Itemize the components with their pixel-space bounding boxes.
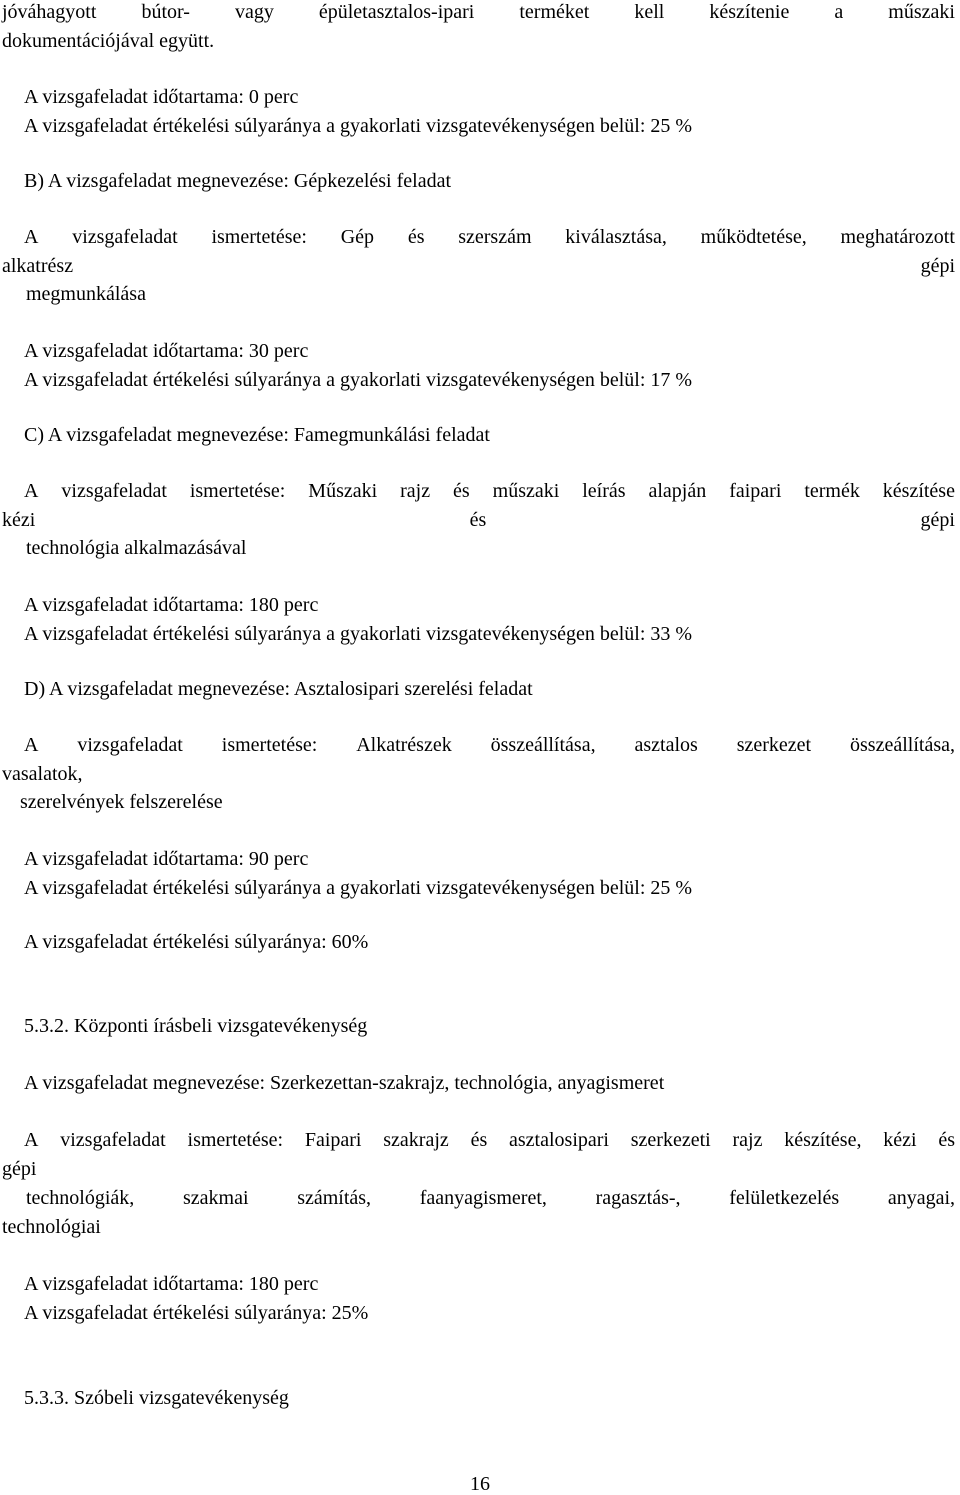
task-a-weight: A vizsgafeladat értékelési súlyaránya a gyakorlati vizsgatevékenységen belül: 25 %: [24, 115, 693, 137]
word: működtetése,: [700, 226, 807, 248]
word: alapján: [648, 480, 707, 502]
word: kell: [634, 1, 665, 23]
word: Műszaki: [308, 480, 378, 502]
word: és: [470, 1129, 488, 1151]
word: gépi: [920, 255, 955, 277]
task-b-duration: A vizsgafeladat időtartama: 30 perc: [24, 340, 309, 362]
word: A: [24, 480, 39, 502]
word: és: [469, 509, 487, 531]
task-d-desc-line-2: vasalatok,: [2, 763, 83, 785]
word: gépi: [920, 509, 955, 531]
word: szakmai: [182, 1187, 249, 1209]
word: ismertetése:: [189, 480, 286, 502]
word: asztalosipari: [509, 1129, 609, 1151]
word: szerkezeti: [630, 1129, 711, 1151]
word: ragasztás-,: [595, 1187, 681, 1209]
overall-weight: A vizsgafeladat értékelési súlyaránya: 60%: [24, 931, 369, 953]
word: alkatrész: [2, 255, 74, 277]
task-c-duration: A vizsgafeladat időtartama: 180 perc: [24, 594, 319, 616]
section-532-desc-line-4: technológiai: [2, 1216, 101, 1238]
word: A: [24, 734, 39, 756]
task-b-desc-line-1: [24, 227, 955, 249]
word: anyagai,: [887, 1187, 955, 1209]
word: leírás: [582, 480, 626, 502]
word: felületkezelés: [729, 1187, 840, 1209]
word: vizsgafeladat: [60, 1129, 166, 1151]
task-a-duration: A vizsgafeladat időtartama: 0 perc: [24, 86, 299, 108]
word: készítése: [882, 480, 955, 502]
word: Gép: [340, 226, 375, 248]
task-c-desc-line-2: [2, 510, 955, 532]
task-b-desc-line-3: megmunkálása: [26, 283, 146, 305]
task-b-desc-line-2: [2, 256, 955, 278]
word: ismertetése:: [211, 226, 307, 248]
word: faanyagismeret,: [419, 1187, 547, 1209]
word: vizsgafeladat: [61, 480, 167, 502]
section-532-desc-line-2: gépi: [2, 1158, 37, 1180]
section-532-heading: 5.3.2. Központi írásbeli vizsgatevékenység: [24, 1015, 368, 1037]
task-c-weight: A vizsgafeladat értékelési súlyaránya a gyakorlati vizsgatevékenységen belül: 33 %: [24, 623, 693, 645]
word: Faipari: [304, 1129, 362, 1151]
word: kézi: [2, 509, 36, 531]
word: A: [24, 1129, 39, 1151]
word: terméket: [519, 1, 590, 23]
word: rajz: [400, 480, 431, 502]
task-d-desc-line-3: szerelvények felszerelése: [20, 791, 223, 813]
word: szerkezet: [736, 734, 812, 756]
word: meghatározott: [840, 226, 955, 248]
task-d-desc-line-1: [24, 735, 955, 757]
word: készítenie: [709, 1, 790, 23]
word: A: [24, 226, 39, 248]
word: és: [938, 1129, 955, 1151]
word: és: [407, 226, 425, 248]
word: technológiák,: [26, 1187, 135, 1209]
word: szakrajz: [383, 1129, 449, 1151]
word: ismertetése:: [221, 734, 318, 756]
word: összeállítása,: [490, 734, 596, 756]
word: összeállítása,: [850, 734, 955, 756]
word: termék: [804, 480, 860, 502]
task-c-desc-line-1: [24, 481, 955, 503]
task-d-weight: A vizsgafeladat értékelési súlyaránya a gyakorlati vizsgatevékenységen belül: 25 %: [24, 877, 693, 899]
task-b-title: B) A vizsgafeladat megnevezése: Gépkezelési feladat: [24, 170, 452, 192]
word: rajz: [732, 1129, 763, 1151]
word: szerszám: [458, 226, 532, 248]
word: számítás,: [297, 1187, 372, 1209]
word: műszaki: [492, 480, 560, 502]
section-532-desc-line-3: [26, 1188, 955, 1210]
section-532-duration: A vizsgafeladat időtartama: 180 perc: [24, 1273, 319, 1295]
word: asztalos: [634, 734, 698, 756]
task-d-title: D) A vizsgafeladat megnevezése: Asztalosipari szerelési feladat: [24, 678, 533, 700]
section-532-desc-line-1: [24, 1130, 955, 1152]
word: és: [453, 480, 470, 502]
task-c-desc-line-3: technológia alkalmazásával: [26, 537, 247, 559]
word: vizsgafeladat: [77, 734, 183, 756]
word: kiválasztása,: [565, 226, 667, 248]
word: kézi: [883, 1129, 917, 1151]
task-c-title: C) A vizsgafeladat megnevezése: Famegmunkálási feladat: [24, 424, 490, 446]
word: a: [834, 1, 844, 23]
word: vizsgafeladat: [72, 226, 178, 248]
word: ismertetése:: [187, 1129, 284, 1151]
section-532-weight: A vizsgafeladat értékelési súlyaránya: 25%: [24, 1302, 369, 1324]
word: készítése,: [784, 1129, 862, 1151]
word: bútor-: [141, 1, 190, 23]
intro-line-1: [2, 2, 955, 24]
page-number: 16: [470, 1473, 490, 1495]
word: jóváhagyott: [2, 1, 97, 23]
word: faipari: [729, 480, 782, 502]
word: műszaki: [888, 1, 955, 23]
word: vagy: [234, 1, 274, 23]
section-532-title: A vizsgafeladat megnevezése: Szerkezettan-szakrajz, technológia, anyagismeret: [24, 1072, 665, 1094]
word: Alkatrészek: [356, 734, 452, 756]
section-533-heading: 5.3.3. Szóbeli vizsgatevékenység: [24, 1387, 289, 1409]
task-d-duration: A vizsgafeladat időtartama: 90 perc: [24, 848, 309, 870]
intro-line-2: dokumentációjával együtt.: [2, 30, 215, 52]
word: épületasztalos-ipari: [318, 1, 475, 23]
task-b-weight: A vizsgafeladat értékelési súlyaránya a gyakorlati vizsgatevékenységen belül: 17 %: [24, 369, 693, 391]
